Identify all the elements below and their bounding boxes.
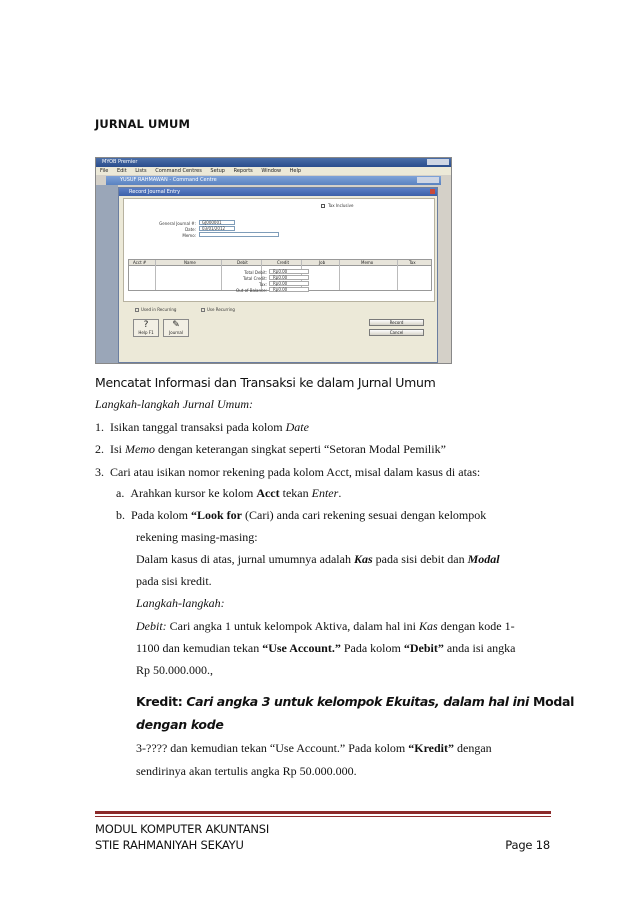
- tax-label: Tax:: [259, 282, 267, 287]
- out-of-balance-value: Rp0.00: [269, 287, 309, 292]
- menu-command-centres: Command Centres: [155, 168, 202, 174]
- date-field: 03/01/2012: [199, 226, 235, 231]
- use-recurring-option: [201, 307, 235, 312]
- step-3: [95, 465, 480, 480]
- debit-pre: Cari angka 1 untuk kelompok Aktiva, dalam hal ini: [166, 619, 419, 633]
- myob-screenshot: [95, 157, 452, 364]
- inner-title: YUSUF RAHMAWAN - Command Centre: [120, 177, 217, 183]
- menu-reports: Reports: [233, 168, 253, 174]
- step-text: dengan keterangan singkat seperti “Setoran Modal Pemilik”: [155, 442, 446, 456]
- kredit-line-2: [136, 717, 224, 733]
- debit-post: dengan kode 1-: [437, 619, 515, 633]
- section-heading: Mencatat Informasi dan Transaksi ke dalam Jurnal Umum: [95, 375, 436, 390]
- case-pre: Dalam kasus di atas, jurnal umumnya adalah: [136, 552, 354, 566]
- debit-kas: Kas: [418, 619, 438, 633]
- sub-step-a: [116, 486, 341, 501]
- tax-inclusive-checkbox: [321, 203, 353, 208]
- grid-header: [129, 260, 431, 266]
- command-centre-titlebar: [106, 176, 441, 185]
- cancel-button: Cancel: [369, 329, 424, 336]
- step-2: [95, 442, 446, 457]
- sub-post: (Cari) anda cari rekening sesuai dengan kelompok: [242, 508, 487, 522]
- footer-rule-thick: [95, 811, 551, 814]
- kredit-label: Kredit:: [136, 694, 183, 709]
- memo-field: [199, 232, 279, 237]
- debit-l2-mid: Pada kolom: [340, 641, 404, 655]
- col-name: Name: [184, 260, 196, 265]
- sub-bold: “Look for: [191, 508, 242, 522]
- total-debit-value: Rp0.00: [269, 269, 309, 274]
- menu-edit: Edit: [116, 168, 127, 174]
- menu-lists: Lists: [135, 168, 147, 174]
- help-label: Help F1: [138, 330, 154, 335]
- checkbox-icon: [321, 204, 325, 208]
- debit-line-3: Rp 50.000.000.,: [136, 663, 214, 677]
- window-controls-icon: [427, 159, 449, 165]
- kredit-l3-post: dengan: [454, 741, 492, 755]
- total-credit-label: Total Credit:: [243, 276, 267, 281]
- debit-l2-bold2: “Debit”: [403, 641, 444, 655]
- journal-button: [163, 319, 189, 337]
- col-tax: Tax: [409, 260, 416, 265]
- col-memo: Memo: [361, 260, 374, 265]
- kredit-text: Cari angka 3 untuk kelompok Ekuitas, dalam hal ini: [182, 694, 529, 709]
- journal-window-title: Record Journal Entry: [129, 189, 181, 195]
- kredit-line-3: [136, 741, 492, 756]
- out-of-balance-label: Out of Balance:: [236, 288, 267, 293]
- sub-pre: Arahkan kursor ke kolom: [130, 486, 257, 500]
- app-titlebar: [96, 158, 451, 167]
- debit-l2-bold1: “Use Account.”: [262, 641, 341, 655]
- menu-file: File: [100, 168, 109, 174]
- step-text: Cari atau isikan nomor rekening pada kolom Acct, misal dalam kasus di atas:: [110, 465, 481, 479]
- record-button: Record: [369, 319, 424, 326]
- col-job: Job: [319, 260, 326, 265]
- case-line-2: pada sisi kredit.: [136, 574, 212, 588]
- footer-rule-thin: [95, 816, 551, 817]
- sub-mid: tekan: [279, 486, 312, 500]
- col-acct: Acct #: [133, 260, 147, 265]
- menu-bar: [96, 167, 451, 175]
- case-modal: Modal: [467, 552, 500, 566]
- help-button: [133, 319, 159, 337]
- journal-label: Journal: [169, 330, 183, 335]
- step-emphasis: Date: [285, 420, 309, 434]
- sub-num: a.: [116, 486, 125, 500]
- col-debit: Debit: [237, 260, 248, 265]
- step-pre: Isi: [110, 442, 125, 456]
- kredit-l2-text: dengan kode: [136, 717, 224, 732]
- step-1: [95, 420, 309, 435]
- app-title: MYOB Premier: [102, 159, 138, 165]
- menu-window: Window: [261, 168, 282, 174]
- step-text: Isikan tanggal transaksi pada kolom: [110, 420, 286, 434]
- page-title: JURNAL UMUM: [95, 117, 190, 131]
- date-label: Date:: [185, 227, 196, 232]
- step-num: 2.: [95, 442, 104, 456]
- step-emphasis: Memo: [125, 442, 155, 456]
- kredit-l3-bold: “Kredit”: [408, 741, 455, 755]
- menu-help: Help: [289, 168, 302, 174]
- debit-line-2: [136, 641, 516, 656]
- opt2-label: Use Recurring: [207, 307, 235, 312]
- page-number: Page 18: [505, 838, 550, 852]
- sub-step-b: [116, 508, 486, 523]
- sub-post: .: [338, 486, 342, 500]
- checkbox-icon: [201, 308, 205, 312]
- total-credit-value: Rp0.00: [269, 275, 309, 280]
- sub-step-b-line2: rekening masing-masing:: [136, 530, 258, 544]
- close-icon: [430, 189, 435, 194]
- debit-l2-pre: 1100 dan kemudian tekan: [136, 641, 263, 655]
- journal-window-titlebar: [119, 188, 437, 196]
- sub-bold: Acct: [256, 486, 280, 500]
- command-centre-sidebar: [96, 185, 118, 363]
- sub-num: b.: [116, 508, 125, 522]
- step-num: 1.: [95, 420, 104, 434]
- opt1-label: Used in Recurring: [141, 307, 177, 312]
- langkah-label: Langkah-langkah:: [136, 596, 225, 610]
- case-line: [136, 552, 500, 567]
- step-num: 3.: [95, 465, 104, 479]
- tax-inclusive-label: Tax Inclusive: [328, 203, 354, 208]
- help-icon: ?: [143, 320, 149, 330]
- subheading: Langkah-langkah Jurnal Umum:: [95, 397, 253, 411]
- kredit-line-1: [136, 694, 574, 710]
- debit-label: Debit:: [136, 619, 167, 633]
- case-kas: Kas: [353, 552, 373, 566]
- gj-label: General Journal #:: [159, 221, 196, 226]
- footer-line-2: STIE RAHMANIYAH SEKAYU: [95, 838, 244, 852]
- sub-pre: Pada kolom: [131, 508, 191, 522]
- debit-l2-post: anda isi angka: [443, 641, 516, 655]
- total-debit-label: Total Debit:: [244, 270, 267, 275]
- journal-entry-window: [118, 187, 438, 363]
- gj-field: GJ000001: [199, 220, 235, 225]
- kredit-line-4: sendirinya akan tertulis angka Rp 50.000.000.: [136, 764, 357, 778]
- memo-label: Memo:: [182, 233, 196, 238]
- menu-setup: Setup: [210, 168, 225, 174]
- kredit-l3-pre: 3-???? dan kemudian tekan “Use Account.” Pada kolom: [136, 741, 409, 755]
- kredit-tail: Modal: [528, 694, 575, 709]
- col-credit: Credit: [277, 260, 290, 265]
- used-in-recurring-option: [135, 307, 176, 312]
- tax-value: Rp0.00: [269, 281, 309, 286]
- checkbox-icon: [135, 308, 139, 312]
- case-mid: pada sisi debit dan: [372, 552, 468, 566]
- sub-emphasis: Enter: [311, 486, 339, 500]
- journal-icon: ✎: [172, 320, 180, 330]
- debit-line-1: [136, 619, 515, 634]
- window-controls-icon: [417, 177, 439, 183]
- footer-line-1: MODUL KOMPUTER AKUNTANSI: [95, 822, 270, 836]
